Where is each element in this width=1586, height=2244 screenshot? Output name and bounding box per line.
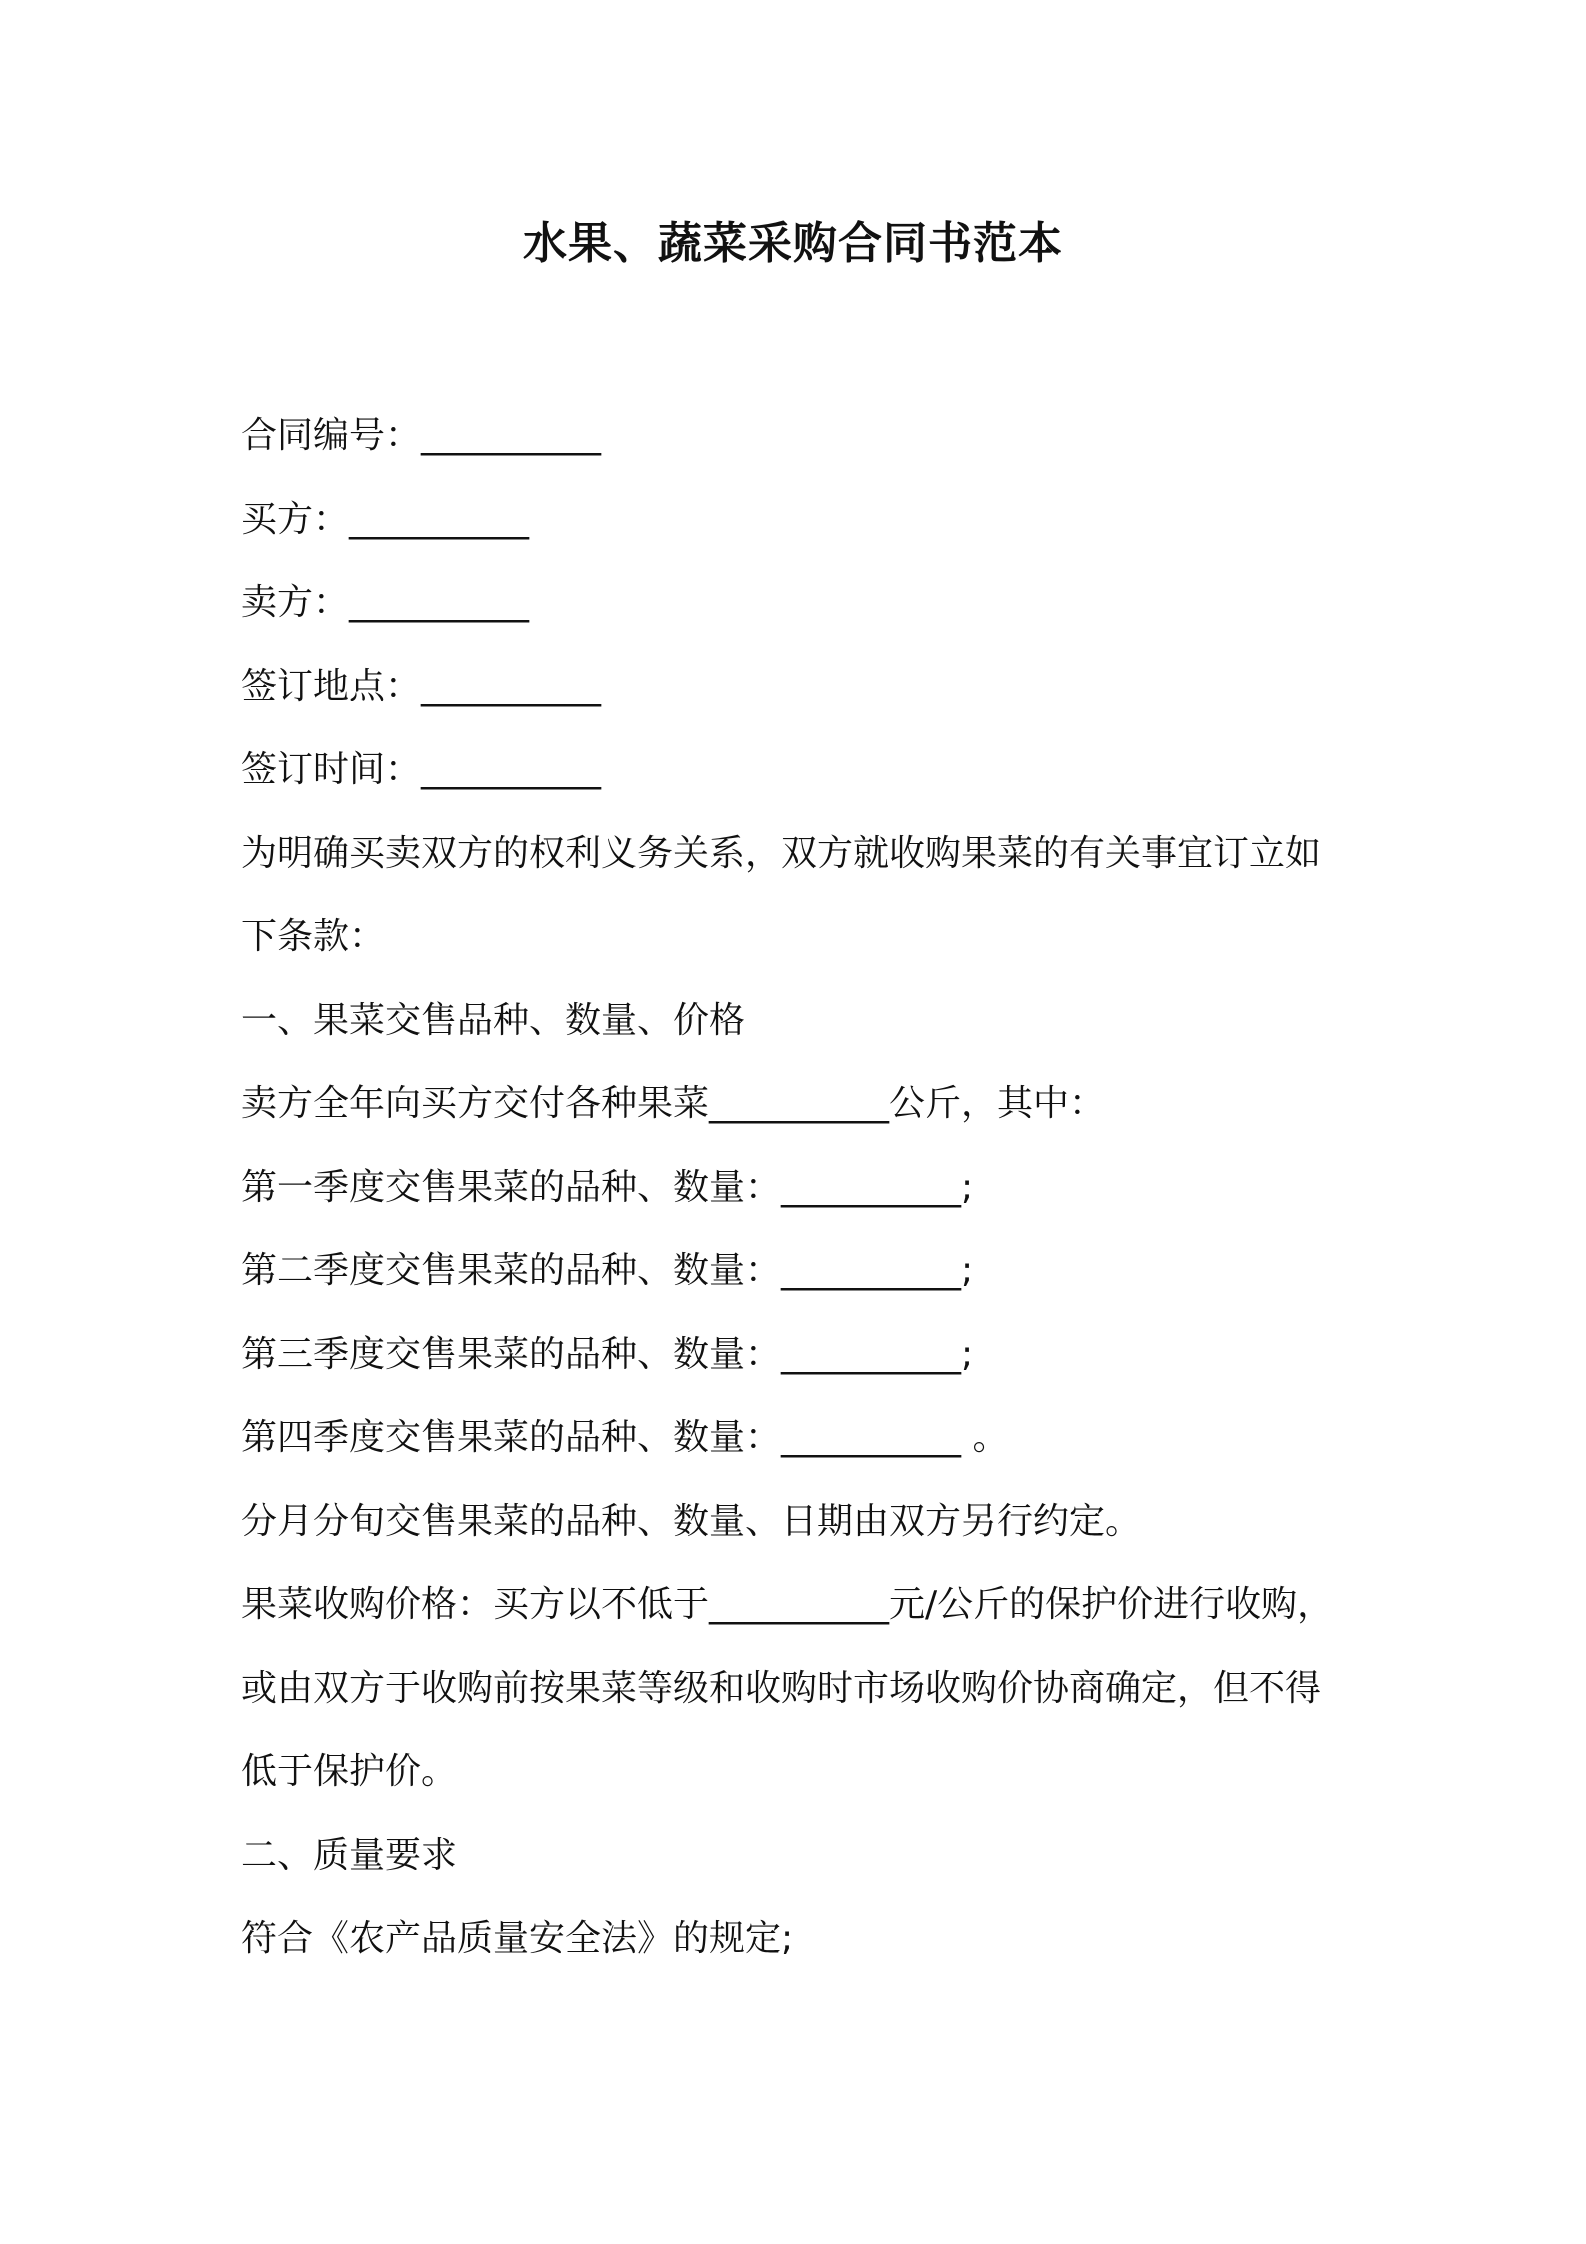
q2-quantity-line: 第二季度交售果菜的品种、数量：__________; xyxy=(241,1250,974,1291)
seller-line: 卖方：__________ xyxy=(241,582,530,623)
price-line-2: 或由双方于收购前按果菜等级和收购时市场收购价协商确定，但不得 xyxy=(241,1667,1322,1709)
monthly-schedule-line: 分月分旬交售果菜的品种、数量、日期由双方另行约定。 xyxy=(241,1500,1142,1542)
price-line-1: 果菜收购价格：买方以不低于__________元/公斤的保护价进行收购， xyxy=(241,1584,1334,1625)
section-1-heading: 一、果菜交售品种、数量、价格 xyxy=(241,999,746,1041)
preamble-line-2: 下条款： xyxy=(241,916,386,957)
q1-quantity-line: 第一季度交售果菜的品种、数量：__________; xyxy=(241,1166,974,1208)
section-2-heading: 二、质量要求 xyxy=(241,1834,458,1876)
q4-quantity-line: 第四季度交售果菜的品种、数量：__________ 。 xyxy=(241,1417,1009,1458)
q3-quantity-line: 第三季度交售果菜的品种、数量：__________; xyxy=(241,1333,974,1375)
quality-law-line: 符合《农产品质量安全法》的规定; xyxy=(241,1918,794,1959)
annual-quantity-line: 卖方全年向买方交付各种果菜__________公斤，其中： xyxy=(241,1083,1106,1124)
document-title: 水果、蔬菜采购合同书范本 xyxy=(523,218,1063,269)
price-line-3: 低于保护价。 xyxy=(241,1751,458,1792)
preamble-line-1: 为明确买卖双方的权利义务关系，双方就收购果菜的有关事宜订立如 xyxy=(241,832,1322,874)
contract-number-line: 合同编号：__________ xyxy=(241,415,602,456)
signing-time-line: 签订时间：__________ xyxy=(241,749,602,790)
buyer-line: 买方：__________ xyxy=(241,498,530,540)
signing-place-line: 签订地点：__________ xyxy=(241,665,602,707)
document-body xyxy=(241,406,1361,1993)
